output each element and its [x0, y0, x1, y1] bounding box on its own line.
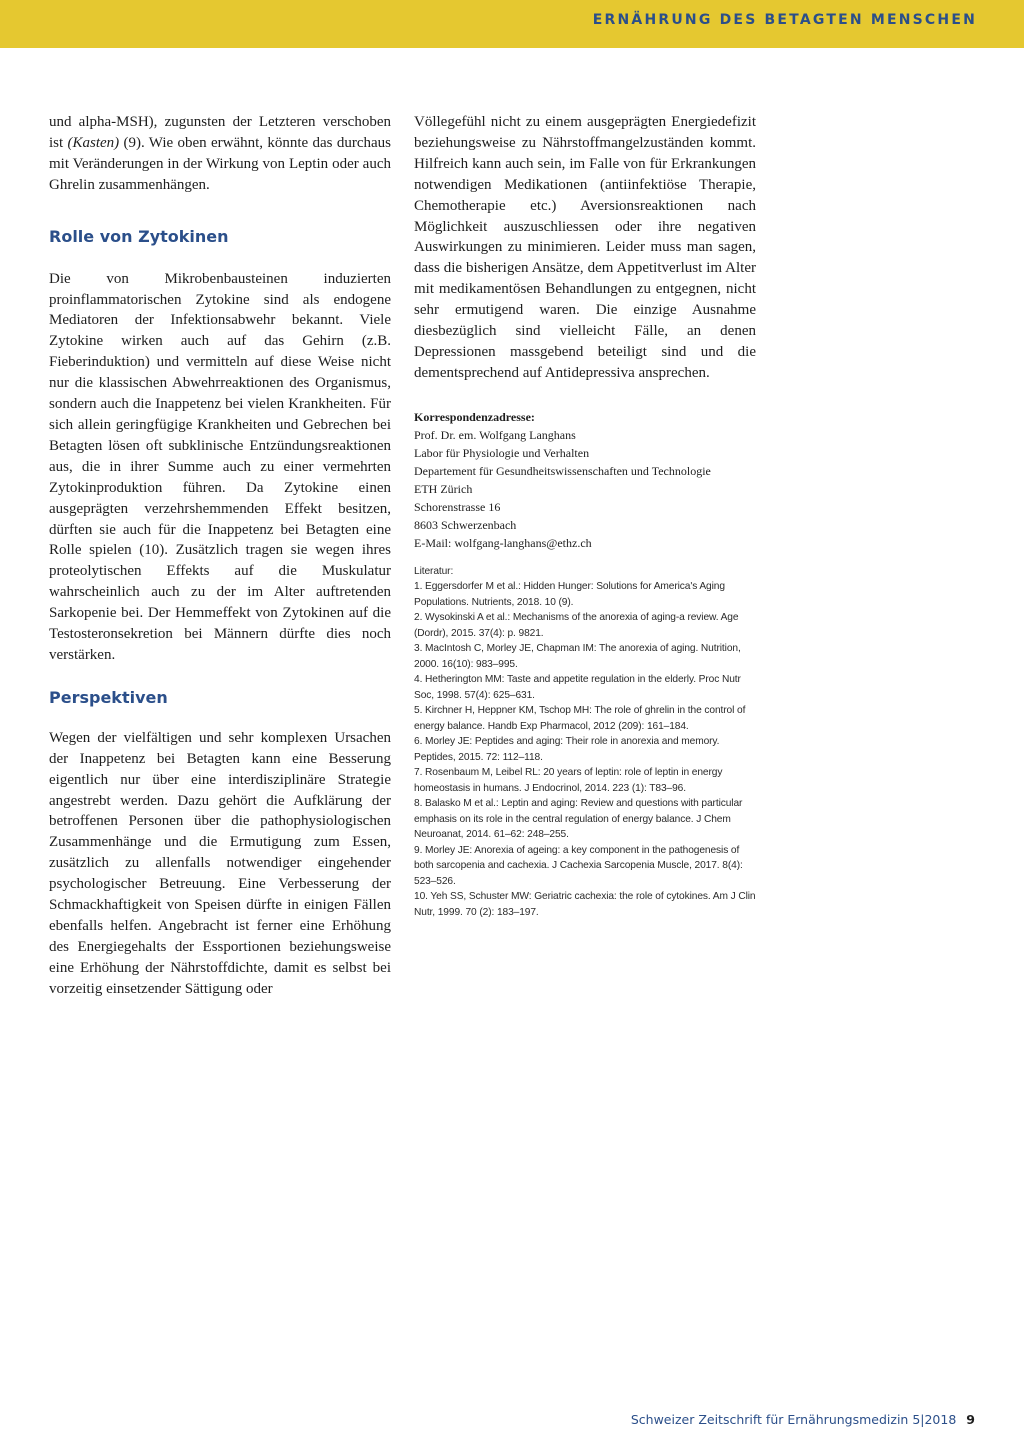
reference-item: 1. Eggersdorfer M et al.: Hidden Hunger: Solutions for America's Aging Populations. Nutrients, 2018. 10 (9).: [414, 581, 725, 608]
reference-item: 7. Rosenbaum M, Leibel RL: 20 years of leptin: role of leptin in energy homeostasis in humans. J Endocrinol, 2014. 223 (1): T83–96.: [414, 767, 723, 794]
contact-line: 8603 Schwerzenbach: [414, 517, 517, 532]
journal-title: Schweizer Zeitschrift für Ernährungsmedizin 5|2018: [630, 1412, 957, 1427]
contact-line: Labor für Physiologie und Verhalten: [414, 445, 590, 460]
contact-line: Schorenstrasse 16: [414, 499, 501, 514]
reference-item: 5. Kirchner H, Heppner KM, Tschop MH: The role of ghrelin in the control of energy balance. Handb Exp Pharmacol, 2012 (209): 161–184.: [414, 705, 746, 732]
header-band: [0, 0, 1024, 48]
intro-paragraph: [49, 112, 391, 196]
section-title: ERNÄHRUNG DES BETAGTEN MENSCHEN: [592, 12, 977, 28]
reference-item: 10. Yeh SS, Schuster MW: Geriatric cachexia: the role of cytokines. Am J Clin Nutr, 1999. 70 (2): 183–197.: [414, 891, 756, 918]
paragraph-perspektiven: Wegen der vielfältigen und sehr komplexen Ursachen der Inappetenz bei Betagten kann eine Besserung eigentlich nur über eine interdisziplinäre Strategie angestrebt werden. Dazu gehört die Aufklärung der betroffenen Personen über die pathophysiologischen Zusammenhänge und die Ermutigung zum Essen, zusätzlich zu allenfalls notwendiger eingehender psychologischer Betreuung. Eine Verbesserung der Schmackhaftigkeit von Speisen dürfte in einigen Fällen ebenfalls helfen. Angebracht ist ferner eine Erhöhung des Energiegehalts der Essportionen beziehungsweise eine Erhöhung der Nährstoffdichte, damit es selbst bei vorzeitig einsetzender Sättigung oder: [49, 729, 391, 997]
contact-line: Prof. Dr. em. Wolfgang Langhans: [414, 427, 576, 442]
reference-item: 3. MacIntosh C, Morley JE, Chapman IM: The anorexia of aging. Nutrition, 2000. 16(10): 983–995.: [414, 643, 741, 670]
contact-line: ETH Zürich: [414, 481, 473, 496]
reference-item: 4. Hetherington MM: Taste and appetite regulation in the elderly. Proc Nutr Soc, 1998. 57(4): 625–631.: [414, 674, 741, 701]
intro-italic: (Kasten): [67, 134, 120, 151]
reference-item: 9. Morley JE: Anorexia of ageing: a key component in the pathogenesis of both sarcopenia and cachexia. J Cachexia Sarcopenia Muscle, 2017. 8(4): 523–526.: [414, 844, 743, 887]
intro-text-b: (9). Wie oben erwähnt, könnte das durchaus mit Veränderungen in der Wirkung von Leptin oder auch Ghrelin zusammenhängen.: [49, 134, 391, 193]
heading-perspektiven: Perspektiven: [49, 687, 168, 707]
right-column: [414, 112, 756, 920]
correspondence-address: [414, 408, 756, 552]
contact-line: Departement für Gesundheitswissenschaften und Technologie: [414, 463, 711, 478]
reference-item: 8. Balasko M et al.: Leptin and aging: Review and questions with particular emphasis on its role in the central regulation of energy balance. J Chem Neuroanat, 2014. 61–62: 248–255.: [414, 798, 743, 841]
intro-text-a: und alpha-MSH), zugunsten der Letzteren verschoben ist: [49, 114, 391, 151]
page-footer: [631, 1412, 975, 1427]
paragraph-zytokine: Die von Mikrobenbausteinen induzierten proinflammatorischen Zytokine sind als endogene Mediatoren der Infektionsabwehr bekannt. Viele Zytokine wirken auch auf das Gehirn (z.B. Fieberinduktion) und vermitteln auf diese Weise nicht nur die klassischen Abwehrreaktionen des Organismus, sondern auch die Inappetenz bei vielen Krankheiten. Für sich allein geringfügige Krankheiten und Gebrechen bei Betagten lösen oft subklinische Entzündungsreaktionen aus, die in ihrer Summe auch zu einer vermehrten Zytokinproduktion führen. Da Zytokine einen ausgeprägten verzehrshemmenden Effekt besitzen, dürften sie auch für die Inappetenz bei Betagten eine Rolle spielen (10). Zusätzlich tragen sie wegen ihres proteolytischen Effekts auf die Muskulatur wahrscheinlich auch zu der im Alter auftretenden Sarkopenie bei. Der Hemmeffekt von Zytokinen auf die Testosteronsekretion bei Männern dürfte dies noch verstärken.: [49, 270, 391, 663]
paragraph-continued: Völlegefühl nicht zu einem ausgeprägten Energiedefizit beziehungsweise zu Nährstoffmangelzuständen kommt. Hilfreich kann auch sein, im Falle von für Erkrankungen notwendigen Medikationen (antiinfektiöse Therapie, Chemotherapie etc.) Aversionsreaktionen nach Möglichkeit auszuschliessen oder ihre negativen Auswirkungen zu minimieren. Leider muss man sagen, dass die bisherigen Ansätze, dem Appetitverlust im Alter mit medikamentösen Behandlungen zu entgegnen, nicht sehr ermutigend waren. Die einzige Ausnahme diesbezüglich sind vielleicht Fälle, an denen Depressionen massgebend beteiligt sind und die dementsprechend auf Antidepressiva ansprechen.: [414, 114, 756, 381]
page-number: 9: [966, 1412, 975, 1427]
reference-item: 6. Morley JE: Peptides and aging: Their role in anorexia and memory. Peptides, 2015. 72: 112–118.: [414, 736, 720, 763]
literature-heading: Literatur:: [414, 565, 454, 577]
correspondence-heading: Korrespondenzadresse:: [414, 409, 535, 424]
literature-list: [414, 564, 756, 921]
heading-rolle-von-zytokinen: Rolle von Zytokinen: [49, 226, 229, 246]
reference-item: 2. Wysokinski A et al.: Mechanisms of the anorexia of aging-a review. Age (Dordr), 2015. 37(4): p. 9821.: [414, 612, 739, 639]
contact-email[interactable]: E-Mail: wolfgang-langhans@ethz.ch: [414, 535, 592, 550]
left-column: [49, 112, 391, 1000]
